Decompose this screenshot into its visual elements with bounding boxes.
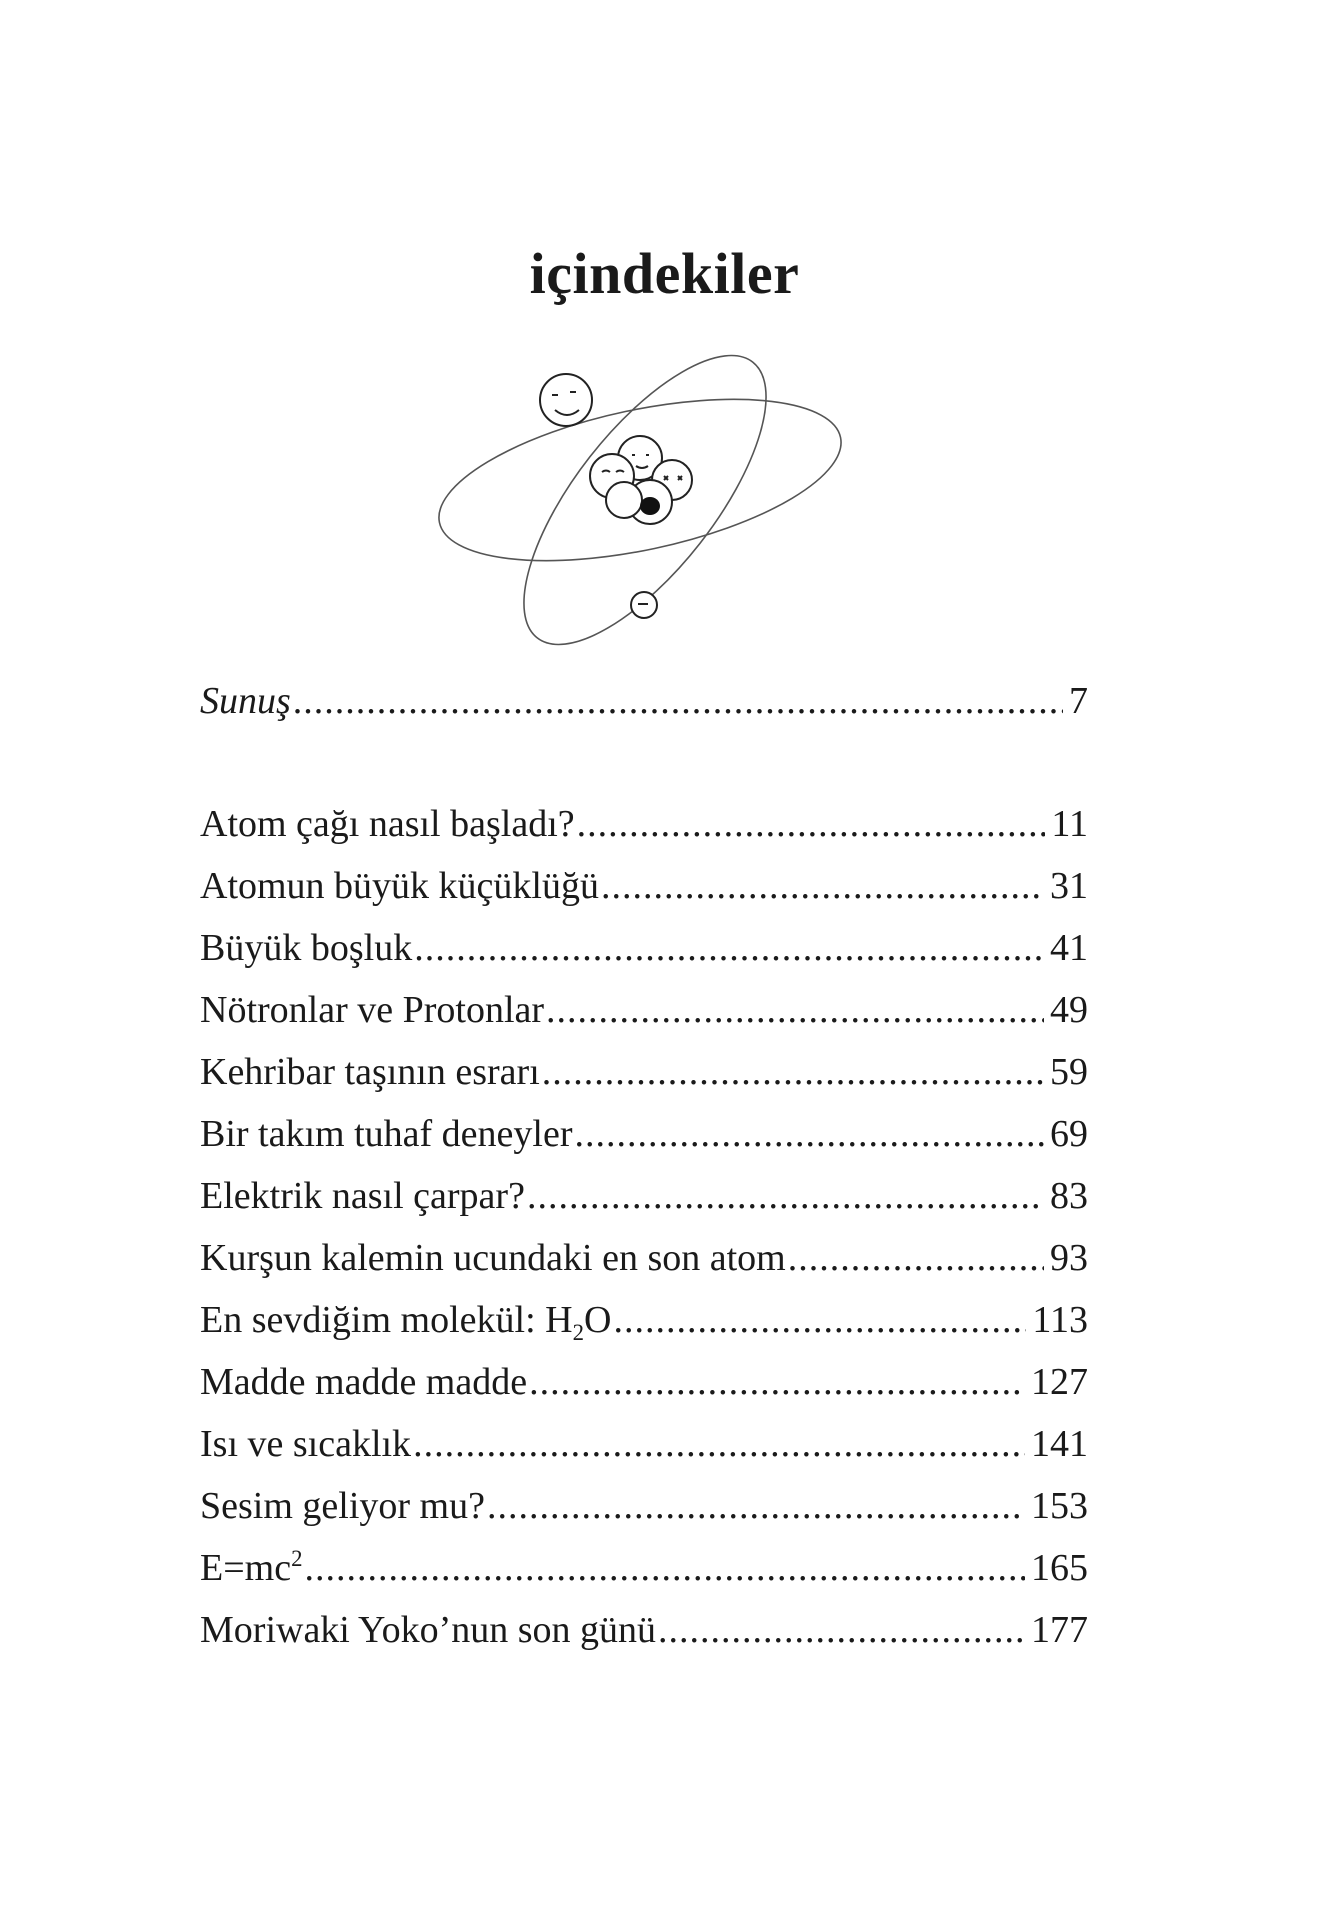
toc-entry-label: Atomun büyük küçüklüğü [200, 865, 599, 907]
preface-list [200, 670, 1088, 732]
dot-leader [575, 1103, 1045, 1165]
toc-entry[interactable] [200, 1351, 1088, 1413]
toc-entry[interactable] [200, 1413, 1088, 1475]
toc-entry-label: Isı ve sıcaklık [200, 1423, 412, 1465]
dot-leader [658, 1599, 1025, 1661]
toc-entry-page: 127 [1031, 1361, 1088, 1403]
toc-entry-label [200, 1289, 611, 1351]
toc-entry[interactable] [200, 855, 1088, 917]
label-text: En sevdiğim molekül: H [200, 1299, 573, 1341]
toc-entry[interactable] [200, 1537, 1088, 1599]
toc-entry-label: Moriwaki Yoko’nun son günü [200, 1609, 657, 1651]
toc-entry-label: Nötronlar ve Protonlar [200, 989, 545, 1031]
subscript: 2 [572, 1320, 584, 1345]
dot-leader [527, 1165, 1044, 1227]
toc-entry-page: 41 [1050, 927, 1088, 969]
toc-entry[interactable] [200, 1165, 1088, 1227]
dot-leader [542, 1041, 1044, 1103]
dot-leader [304, 1537, 1025, 1599]
toc-entry-label: Madde madde madde [200, 1361, 528, 1403]
toc-entry-label: Bir takım tuhaf deneyler [200, 1113, 573, 1155]
toc-entry-page: 141 [1031, 1423, 1088, 1465]
dot-leader [577, 793, 1046, 855]
toc-entry[interactable] [200, 1227, 1088, 1289]
label-text: E=mc [200, 1547, 292, 1589]
superscript: 2 [291, 1546, 303, 1571]
toc-entry-page: 83 [1050, 1175, 1088, 1217]
toc-entry-label: Sunuş [200, 680, 291, 722]
label-text: O [583, 1299, 612, 1341]
dot-leader [788, 1227, 1044, 1289]
toc-entry-label: Elektrik nasıl çarpar? [200, 1175, 525, 1217]
atom-sketch-icon [400, 340, 880, 650]
dot-leader [529, 1351, 1025, 1413]
dot-leader [414, 917, 1044, 979]
toc-entry[interactable] [200, 1599, 1088, 1661]
dot-leader [413, 1413, 1025, 1475]
toc-entry-label: Sesim geliyor mu? [200, 1485, 485, 1527]
dot-leader [487, 1475, 1025, 1537]
toc-entry-page: 153 [1031, 1485, 1088, 1527]
dot-leader [293, 670, 1063, 732]
toc-entry[interactable] [200, 1475, 1088, 1537]
toc-entry-page: 177 [1031, 1609, 1088, 1651]
toc-entry-page: 31 [1050, 865, 1088, 907]
toc-entry-page: 93 [1050, 1237, 1088, 1279]
toc-entry-page: 113 [1032, 1299, 1088, 1341]
toc-entry[interactable] [200, 1103, 1088, 1165]
toc-entry[interactable] [200, 1041, 1088, 1103]
toc-entry[interactable] [200, 793, 1088, 855]
toc-entry-label: Atom çağı nasıl başladı? [200, 803, 575, 845]
page-title: içindekiler [529, 241, 800, 306]
toc-entry-label [200, 1537, 302, 1599]
toc-entry-preface[interactable] [200, 670, 1088, 732]
toc-entry-page: 69 [1050, 1113, 1088, 1155]
toc-entry[interactable] [200, 1289, 1088, 1351]
toc-entry-label: Kehribar taşının esrarı [200, 1051, 540, 1093]
toc-entry-page: 49 [1050, 989, 1088, 1031]
toc-entry-page: 59 [1050, 1051, 1088, 1093]
toc-entry-page: 7 [1069, 680, 1088, 722]
table-of-contents [200, 793, 1088, 1661]
toc-entry-label: Kurşun kalemin ucundaki en son atom [200, 1237, 786, 1279]
dot-leader [613, 1289, 1026, 1351]
dot-leader [601, 855, 1044, 917]
dot-leader [546, 979, 1044, 1041]
toc-entry-page: 11 [1051, 803, 1088, 845]
toc-entry[interactable] [200, 917, 1088, 979]
toc-entry[interactable] [200, 979, 1088, 1041]
toc-entry-label: Büyük boşluk [200, 927, 413, 969]
toc-entry-page: 165 [1031, 1547, 1088, 1589]
